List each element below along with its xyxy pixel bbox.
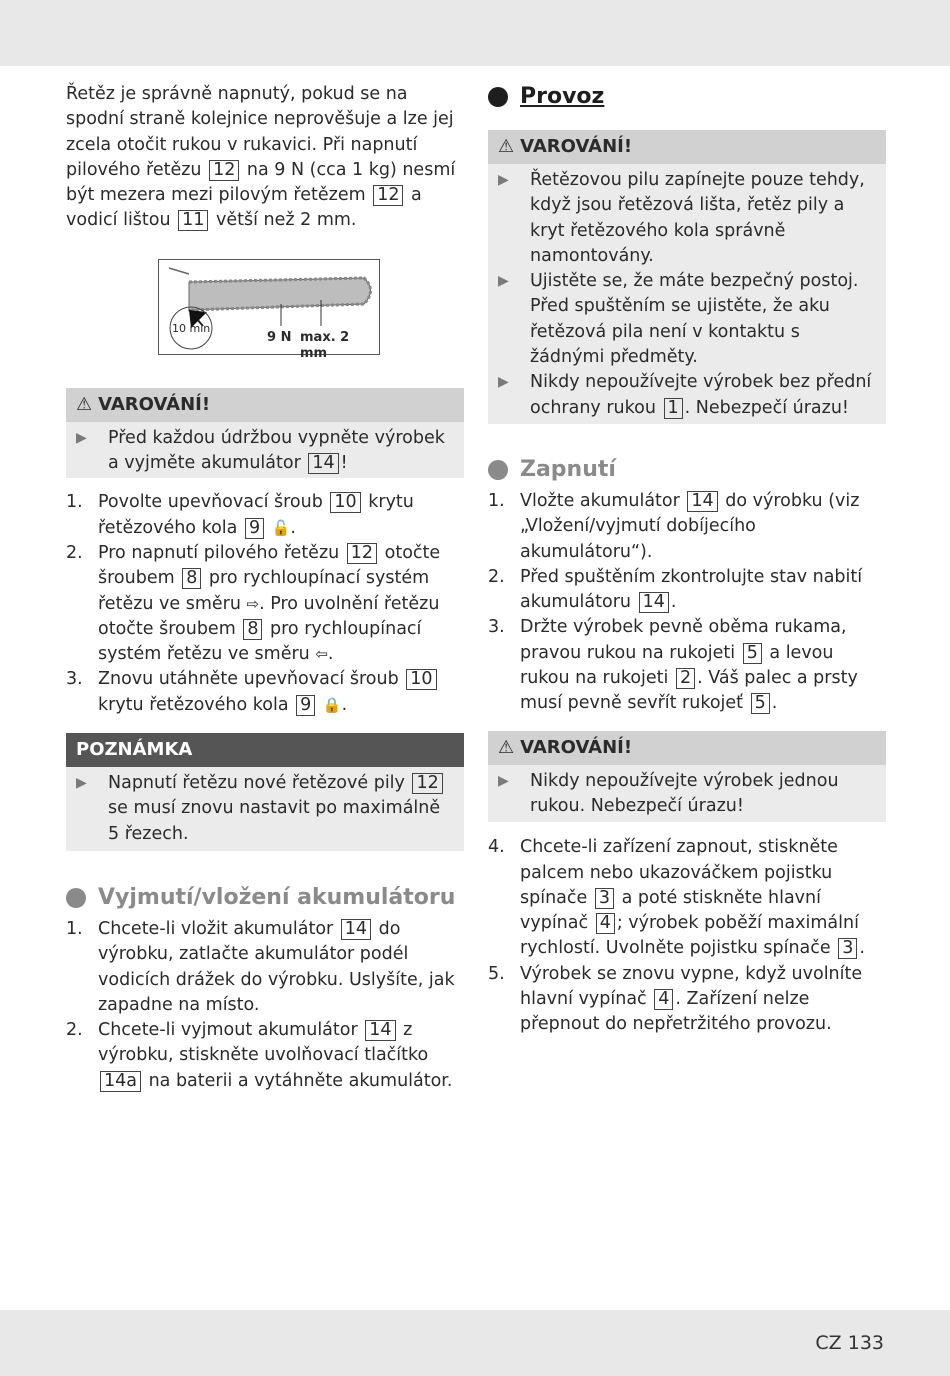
- part-reference-number: 2: [676, 668, 695, 689]
- text-run: a vodicí lištou: [66, 185, 422, 231]
- text-run: pro rychloupínací systém řetězu ve směru: [98, 618, 422, 665]
- tension-steps: [66, 490, 464, 718]
- footer-band: [0, 1310, 950, 1376]
- text-run: Chcete-li vložit akumulátor: [98, 918, 339, 939]
- warning-item-text: [530, 269, 876, 370]
- text-run: .: [290, 517, 296, 538]
- text-run: do výrobku, zatlačte akumulátor podél vodicích drážek do výrobku. Uslyšíte, jak zapadne na místo.: [98, 918, 455, 1015]
- step-text: [520, 615, 886, 716]
- step-number: 4.: [488, 837, 505, 858]
- bullet-dot-icon: [488, 460, 508, 480]
- text-run: krytu řetězového kola: [98, 694, 295, 715]
- warning-item: [66, 771, 464, 847]
- text-run: Řetěz je správně napnutý, pokud se na spodní straně kolejnice neprověšuje a lze jej zcela otočit rukou v rukavici. Při napnutí pilového řetězu: [66, 84, 454, 180]
- part-reference-number: 14: [687, 491, 717, 512]
- list-item: [488, 615, 886, 716]
- step-number: 1.: [488, 490, 505, 511]
- warning-triangle-icon: ⚠: [498, 136, 515, 157]
- list-item: [488, 962, 886, 1038]
- text-run: na 9 N (cca 1 kg) nesmí být mezera mezi pilovým řetězem: [66, 159, 456, 206]
- top-band: [0, 0, 950, 66]
- part-reference-number: 10: [330, 492, 360, 513]
- text-run: Ujistěte se, že máte bezpečný postoj. Před spuštěním se ujistěte, že aku řetězová pila není v kontaktu s žádnými předměty.: [530, 271, 859, 368]
- step-number: 2.: [66, 542, 83, 563]
- minus-arrow-icon: ⇦: [315, 645, 328, 664]
- list-item: [66, 541, 464, 667]
- warning-box-maintenance: [66, 388, 464, 479]
- part-reference-number: 9: [245, 518, 264, 539]
- text-run: . Nebezpečí úrazu!: [684, 397, 849, 418]
- text-run: Nikdy nepoužívejte výrobek bez přední ochrany rukou: [530, 372, 872, 418]
- warning-item-text: [108, 771, 454, 847]
- text-run: Chcete-li zařízení zapnout, stiskněte palcem nebo ukazováčkem pojistku spínače: [520, 837, 838, 908]
- step-number: 1.: [66, 492, 83, 513]
- warning-box-operation: [488, 130, 886, 424]
- step-text: [98, 490, 464, 541]
- text-run: Výrobek se znovu vypne, když uvolníte hlavní vypínač: [520, 963, 863, 1010]
- text-run: Napnutí řetězu nové řetězové pily: [108, 773, 411, 794]
- text-run: .: [670, 592, 677, 613]
- step-number: 2.: [66, 1020, 83, 1041]
- bullet-dot-icon: [66, 888, 86, 908]
- part-reference-number: 5: [751, 693, 770, 714]
- list-item: [66, 1018, 464, 1094]
- part-reference-number: 12: [373, 185, 403, 206]
- part-reference-number: 14: [308, 453, 338, 474]
- part-reference-number: 14: [365, 1020, 395, 1041]
- bullet-arrow-icon: ▶: [76, 429, 87, 446]
- bullet-arrow-icon: ▶: [498, 273, 509, 290]
- part-reference-number: 9: [296, 695, 315, 716]
- list-item: [488, 835, 886, 961]
- part-reference-number: 11: [178, 210, 208, 231]
- warning-item: [66, 426, 464, 477]
- warning-item-text: [108, 426, 454, 477]
- part-reference-number: 12: [347, 543, 377, 564]
- text-run: . Váš palec a prsty musí pevně sevřít rukojeť: [520, 668, 858, 714]
- part-reference-number: 14a: [100, 1071, 141, 1092]
- note-header: POZNÁMKA: [66, 733, 464, 767]
- text-run: Pro napnutí pilového řetězu: [98, 542, 345, 563]
- list-item: [66, 667, 464, 718]
- warning-triangle-icon: ⚠: [498, 736, 515, 758]
- text-run: Před spuštěním zkontrolujte stav nabití akumulátoru: [520, 566, 863, 613]
- text-run: !: [340, 453, 348, 474]
- text-run: z výrobku, stiskněte uvolňovací tlačítko: [98, 1020, 429, 1066]
- text-run: a levou rukou na rukojeti: [520, 642, 834, 689]
- text-run: . Pro uvolnění řetězu otočte šroubem: [98, 593, 440, 639]
- warning-box-one-hand: [488, 731, 886, 823]
- step-text: [520, 565, 886, 616]
- step-number: 3.: [488, 617, 505, 638]
- right-column: [488, 82, 886, 1038]
- part-reference-number: 3: [838, 938, 857, 959]
- step-number: 3.: [66, 669, 83, 690]
- step-text: [520, 962, 886, 1038]
- switch-on-steps-continued: [488, 835, 886, 1037]
- text-run: otočte šroubem: [98, 542, 441, 589]
- step-text: [98, 917, 464, 1018]
- step-text: [98, 1018, 464, 1094]
- chain-tension-figure: [158, 259, 380, 361]
- warning-item-text: [530, 168, 876, 269]
- text-run: krytu řetězového kola: [98, 492, 414, 538]
- intro-paragraph: [66, 82, 464, 234]
- list-item: [488, 565, 886, 616]
- text-run: a poté stiskněte hlavní vypínač: [520, 887, 821, 934]
- text-run: Řetězovou pilu zapínejte pouze tehdy, když jsou řetězová lišta, řetěz pily a kryt řetězového kola správně namontovány.: [530, 170, 865, 266]
- warning-items: [488, 765, 886, 820]
- text-run: větší než 2 mm.: [210, 210, 357, 231]
- part-reference-number: 3: [595, 888, 614, 909]
- text-run: Držte výrobek pevně oběma rukama, pravou rukou na rukojeti: [520, 617, 847, 663]
- text-run: . Zařízení nelze přepnout do nepřetržitého provozu.: [520, 989, 832, 1035]
- plus-arrow-icon: ⇨: [246, 594, 260, 613]
- text-run: Vložte akumulátor: [520, 490, 686, 511]
- part-reference-number: 10: [406, 669, 436, 690]
- part-reference-number: 14: [639, 592, 669, 613]
- list-item: [488, 489, 886, 565]
- bullet-arrow-icon: ▶: [76, 775, 87, 792]
- bullet-arrow-icon: ▶: [498, 772, 509, 789]
- text-run: Znovu utáhněte upevňovací šroub: [98, 669, 405, 690]
- left-column: [66, 82, 464, 1094]
- text-run: .: [859, 938, 865, 959]
- figure-label-force: 9 N: [267, 329, 292, 345]
- text-run: do výrobku (viz „Vložení/vyjmutí dobíjecího akumulátoru“).: [520, 490, 860, 562]
- list-item: [66, 917, 464, 1018]
- bullet-arrow-icon: ▶: [498, 374, 509, 391]
- warning-header: ⚠ VAROVÁNÍ!: [488, 731, 886, 765]
- warning-item-text: [530, 769, 876, 820]
- part-reference-number: 8: [243, 619, 262, 640]
- page-number: CZ 133: [815, 1332, 884, 1354]
- text-run: ; výrobek poběží maximální rychlostí. Uvolněte pojistku spínače: [520, 913, 859, 959]
- step-number: 5.: [488, 963, 505, 984]
- bullet-arrow-icon: ▶: [498, 172, 509, 188]
- part-reference-number: 5: [743, 643, 762, 664]
- note-box: [66, 733, 464, 851]
- step-number: 1.: [66, 918, 83, 939]
- section-heading-switch-on: Zapnutí: [488, 455, 886, 485]
- text-run: .: [327, 644, 334, 665]
- step-text: [98, 667, 464, 718]
- text-run: Před každou údržbou vypněte výrobek a vyjměte akumulátor: [108, 427, 445, 474]
- part-reference-number: 12: [209, 160, 239, 181]
- list-item: [66, 490, 464, 541]
- part-reference-number: 4: [596, 913, 615, 934]
- warning-items: [488, 164, 886, 421]
- note-items: [66, 767, 464, 847]
- part-reference-number: 4: [654, 989, 673, 1010]
- warning-item-text: [530, 370, 876, 421]
- text-run: .: [771, 693, 778, 714]
- section-heading-battery: Vyjmutí/vložení akumulátoru: [66, 883, 464, 913]
- section-heading-operation: Provoz: [488, 82, 886, 112]
- unlock-icon: 🔓: [271, 518, 291, 537]
- warning-header: ⚠ VAROVÁNÍ!: [488, 130, 886, 164]
- text-run: .: [341, 694, 348, 715]
- switch-on-steps: [488, 489, 886, 717]
- text-run: Povolte upevňovací šroub: [98, 492, 329, 513]
- step-text: [520, 489, 886, 565]
- text-run: se musí znovu nastavit po maximálně 5 řezech.: [108, 798, 441, 844]
- figure-label-gap: max. 2 mm: [300, 329, 350, 361]
- lock-icon: 🔒: [322, 695, 342, 714]
- part-reference-number: 12: [412, 773, 442, 794]
- warning-item: [488, 370, 886, 421]
- figure-label-time: 10 min: [172, 321, 211, 335]
- part-reference-number: 14: [341, 919, 371, 940]
- warning-item: [488, 168, 886, 269]
- part-reference-number: 8: [182, 568, 201, 589]
- text-run: na baterii a vytáhněte akumulátor.: [143, 1070, 453, 1091]
- step-text: [520, 835, 886, 961]
- step-number: 2.: [488, 566, 505, 587]
- bullet-dot-icon: [488, 87, 508, 107]
- step-text: [98, 541, 464, 667]
- warning-items: [66, 422, 464, 477]
- warning-header: ⚠ VAROVÁNÍ!: [66, 388, 464, 422]
- text-run: Nikdy nepoužívejte výrobek jednou rukou. Nebezpečí úrazu!: [530, 770, 839, 816]
- text-run: pro rychloupínací systém řetězu ve směru: [98, 568, 430, 614]
- warning-triangle-icon: ⚠: [76, 393, 93, 415]
- battery-steps: [66, 917, 464, 1094]
- part-reference-number: 1: [664, 398, 683, 419]
- text-run: Chcete-li vyjmout akumulátor: [98, 1020, 364, 1041]
- warning-item: [488, 769, 886, 820]
- warning-item: [488, 269, 886, 370]
